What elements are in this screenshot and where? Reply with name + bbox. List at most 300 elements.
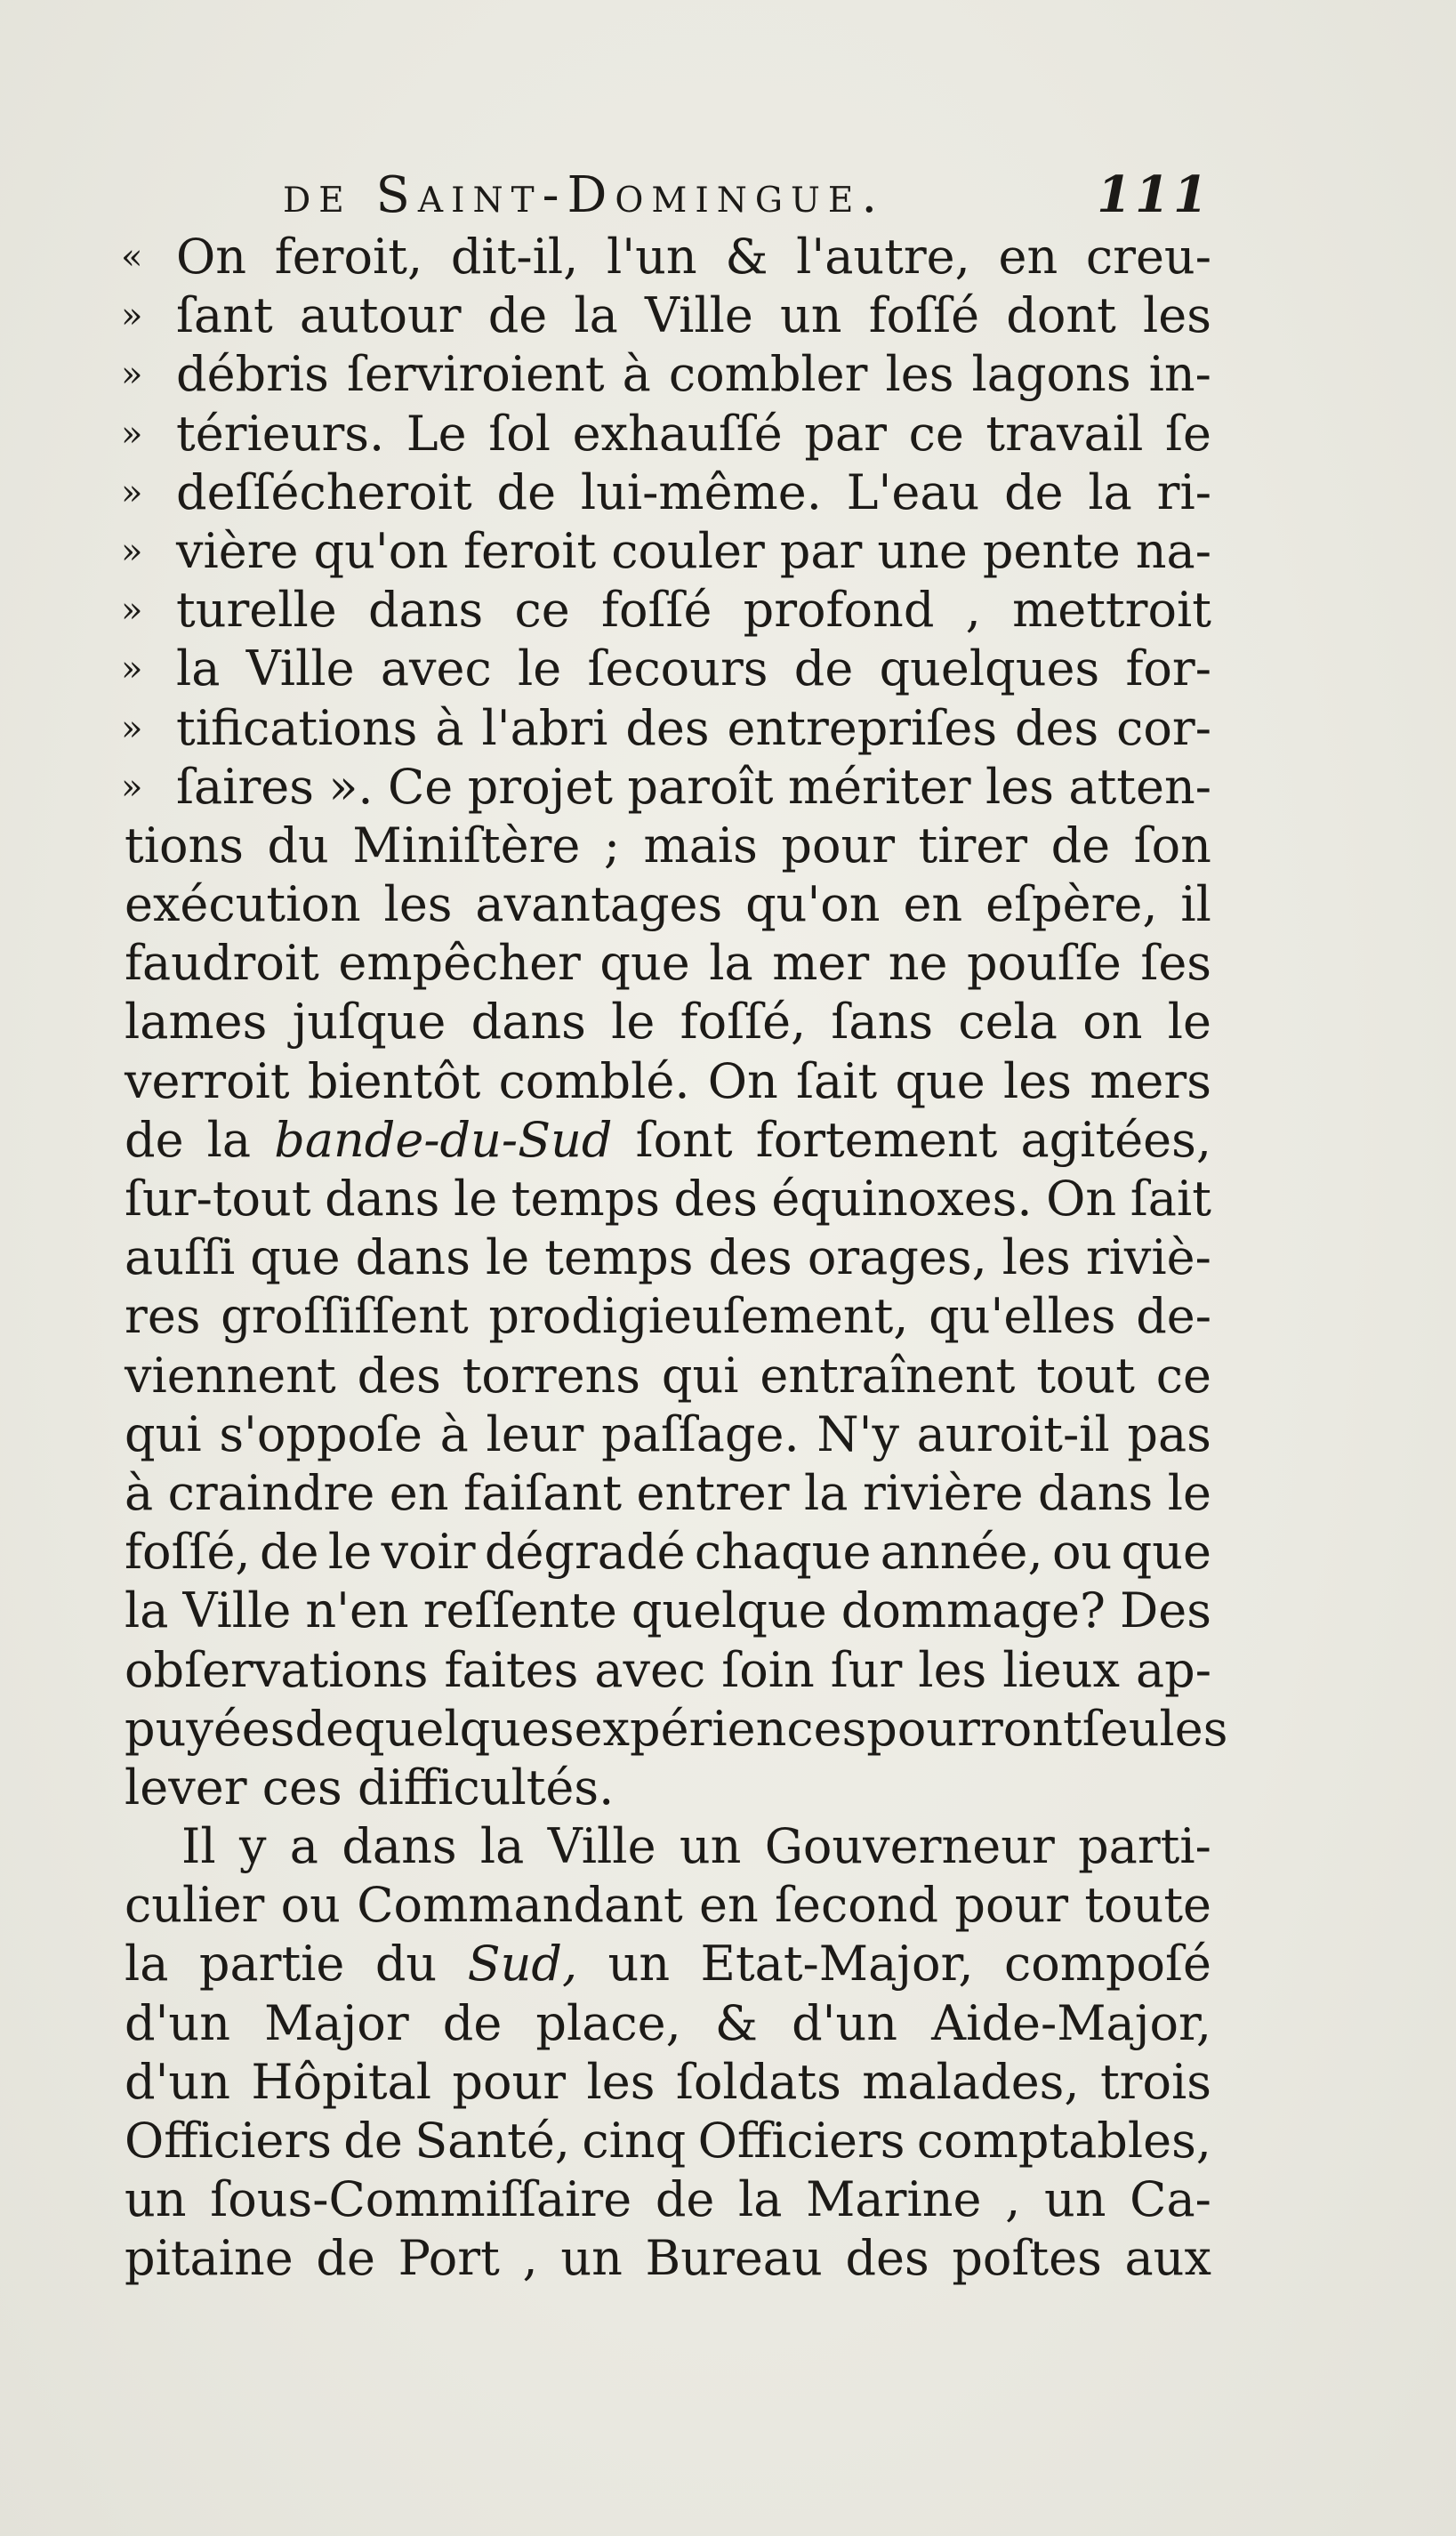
- word: quelques: [354, 1700, 575, 1757]
- text-line: [121, 581, 1211, 640]
- word: de: [496, 463, 557, 520]
- word: de: [259, 1524, 319, 1581]
- word: un: [679, 1818, 742, 1875]
- word: tirer: [918, 817, 1028, 874]
- word: vière: [176, 522, 299, 579]
- word: ce: [1155, 1347, 1211, 1404]
- text-line: [125, 817, 1211, 875]
- word: compoſé: [1004, 1936, 1211, 1993]
- word: des: [673, 1171, 758, 1227]
- text-line: [125, 1405, 1211, 1464]
- word: mers: [1090, 1052, 1211, 1109]
- word: un: [1043, 2171, 1106, 2228]
- word: on: [1082, 994, 1143, 1051]
- word: des: [708, 1229, 792, 1286]
- word: Ce: [387, 758, 454, 815]
- word: &: [714, 1994, 758, 2051]
- word: ;: [603, 817, 621, 874]
- text-line: [121, 405, 1211, 463]
- word: atten-: [1068, 758, 1211, 815]
- word: le: [518, 640, 562, 697]
- word: cor-: [1116, 699, 1211, 756]
- text-line: [125, 1817, 1211, 1876]
- word: dégradé: [484, 1524, 686, 1581]
- word: le: [1167, 1464, 1211, 1521]
- word: que: [599, 935, 690, 992]
- word: ſes: [1140, 935, 1211, 992]
- word: du: [374, 1936, 438, 1993]
- word: dit-il,: [450, 229, 579, 285]
- word: On: [176, 229, 247, 285]
- word: que: [1121, 1524, 1211, 1581]
- quote-mark: «: [121, 237, 143, 278]
- word: malades,: [862, 2053, 1080, 2110]
- word: foſſé,: [680, 994, 807, 1051]
- word: ou: [1051, 1524, 1113, 1581]
- word: un: [607, 1936, 671, 1993]
- quote-mark: »: [121, 707, 143, 749]
- word: les: [1003, 1052, 1072, 1109]
- word: dans: [471, 994, 586, 1051]
- word: ſait: [1130, 1171, 1211, 1227]
- word: pour: [452, 2053, 567, 2110]
- word: en: [698, 1877, 759, 1934]
- word: Etat-Major,: [700, 1936, 974, 1993]
- word: paſſage.: [601, 1405, 800, 1462]
- word: obſervations: [125, 1641, 429, 1698]
- word: ſeules: [1082, 1700, 1228, 1757]
- word: Il: [181, 1818, 216, 1875]
- word: les: [885, 346, 954, 403]
- word: On: [707, 1052, 778, 1109]
- word: entraînent: [760, 1347, 1016, 1404]
- word: Hôpital: [251, 2053, 431, 2110]
- word: temps: [511, 1171, 660, 1227]
- word: Major: [264, 1994, 409, 2051]
- word: de: [1004, 463, 1064, 520]
- word: ſoldats: [675, 2053, 841, 2110]
- word: ſe: [1164, 405, 1211, 462]
- text-line: [121, 286, 1211, 345]
- word: s'oppoſe: [219, 1405, 422, 1462]
- quote-mark: »: [121, 648, 143, 690]
- word: y: [238, 1818, 267, 1875]
- word: la: [125, 1936, 169, 1993]
- word: projet: [467, 758, 613, 815]
- word: aux: [1124, 2230, 1211, 2287]
- word: des: [625, 699, 710, 756]
- text-line: [125, 1111, 1211, 1170]
- word: de: [343, 2113, 403, 2169]
- word: faudroit: [125, 935, 319, 992]
- word: ſait: [796, 1052, 878, 1109]
- word: avec: [594, 1641, 706, 1698]
- word: tifications: [176, 699, 418, 756]
- word: par: [779, 522, 863, 579]
- text-line: [125, 1641, 1211, 1700]
- word: du: [267, 817, 329, 874]
- text-line: [125, 2112, 1211, 2170]
- word: verroit: [125, 1052, 290, 1109]
- word: temps: [544, 1229, 694, 1286]
- word: viennent: [125, 1347, 336, 1404]
- text-line: [125, 1935, 1211, 1993]
- word: fortement: [755, 1111, 998, 1168]
- word: empêcher: [338, 935, 581, 992]
- text-line: [125, 1523, 1211, 1582]
- word: Ca-: [1130, 2171, 1211, 2228]
- word: exhauſſé: [572, 405, 783, 462]
- word: expériences: [574, 1700, 867, 1757]
- word: ſaires: [176, 758, 314, 815]
- text-line: [121, 699, 1211, 758]
- word: exécution: [125, 876, 361, 933]
- word: la: [738, 2171, 783, 2228]
- word: la: [125, 1582, 169, 1639]
- word: la: [176, 640, 221, 697]
- word: Commandant: [357, 1877, 683, 1934]
- word: voir: [381, 1524, 476, 1581]
- quote-mark: »: [121, 590, 143, 632]
- word: auſſi: [125, 1229, 236, 1286]
- word: couler: [611, 522, 765, 579]
- word: n'en: [305, 1582, 409, 1639]
- word: Ville: [182, 1582, 292, 1639]
- word: le: [1167, 994, 1211, 1051]
- text-line: [121, 522, 1211, 581]
- word: la: [1088, 463, 1132, 520]
- word: d'un: [125, 2053, 230, 2110]
- word: mer: [772, 935, 870, 992]
- word: foſſé,: [125, 1524, 251, 1581]
- word: à: [435, 699, 464, 756]
- word: de: [655, 2171, 715, 2228]
- quote-mark: »: [121, 530, 143, 572]
- word: trois: [1099, 2053, 1211, 2110]
- word: des: [357, 1347, 441, 1404]
- text-line: [125, 1994, 1211, 2053]
- word: la: [574, 287, 618, 344]
- word: rivière: [862, 1464, 1024, 1521]
- word: pente: [982, 522, 1121, 579]
- word: l'autre,: [796, 229, 970, 285]
- text-line: [121, 640, 1211, 698]
- word: tions: [125, 817, 244, 874]
- word: de: [294, 1700, 355, 1757]
- word: ces: [261, 1759, 342, 1815]
- text-line: [125, 1700, 1228, 1759]
- word: de: [793, 640, 854, 697]
- word: d'un: [792, 1994, 898, 2051]
- word: il: [1180, 876, 1211, 933]
- quote-mark: »: [121, 354, 143, 396]
- word: les: [918, 1641, 987, 1698]
- word: reſſente: [422, 1582, 617, 1639]
- word: ſur-tout: [125, 1171, 311, 1227]
- text-line: [121, 758, 1211, 817]
- word: ſecond: [775, 1877, 939, 1934]
- word: Ville: [645, 287, 753, 344]
- word: année,: [880, 1524, 1043, 1581]
- word: entrer: [636, 1464, 790, 1521]
- word: for-: [1125, 640, 1211, 697]
- word: leur: [486, 1405, 584, 1462]
- word: bientôt: [307, 1052, 481, 1109]
- text-line: [125, 2170, 1211, 2229]
- word: mettroit: [1012, 582, 1211, 639]
- word: comblé.: [498, 1052, 690, 1109]
- text-line: [121, 463, 1211, 522]
- word: agitées,: [1020, 1111, 1211, 1168]
- text-line: [125, 1347, 1211, 1405]
- word: faiſant: [463, 1464, 623, 1521]
- word: dans: [355, 1229, 471, 1286]
- word: ſont: [635, 1111, 733, 1168]
- word: ne: [888, 935, 948, 992]
- word: les: [985, 758, 1054, 815]
- word: faites: [444, 1641, 579, 1698]
- word: feroit,: [274, 229, 423, 285]
- word: à: [439, 1405, 469, 1462]
- word: Santé,: [414, 2113, 570, 2169]
- word: l'un: [606, 229, 697, 285]
- word: turelle: [176, 582, 337, 639]
- word: puyées: [125, 1700, 295, 1757]
- word: à: [622, 346, 651, 403]
- word: le: [453, 1171, 498, 1227]
- word: le: [611, 994, 656, 1051]
- word: Gouverneur: [764, 1818, 1055, 1875]
- word: Bureau: [645, 2230, 823, 2287]
- word: a: [289, 1818, 318, 1875]
- word: équinoxes.: [771, 1171, 1033, 1227]
- word: profond: [743, 582, 935, 639]
- word: autour: [299, 287, 462, 344]
- running-header: [283, 165, 1211, 228]
- quote-mark: »: [121, 295, 143, 337]
- word: ap-: [1135, 1641, 1211, 1698]
- word: torrens: [462, 1347, 641, 1404]
- text-line: [125, 2229, 1211, 2288]
- word: mériter: [787, 758, 971, 815]
- word: bande-du-Sud: [274, 1111, 613, 1168]
- word: qu'elles: [929, 1288, 1116, 1345]
- word: lui-même.: [580, 463, 822, 520]
- word: un: [560, 2230, 623, 2287]
- word: prodigieuſement,: [488, 1288, 909, 1345]
- word: dommage?: [841, 1582, 1106, 1639]
- word: de: [316, 2230, 375, 2287]
- word: dans: [325, 1171, 440, 1227]
- word: chaque: [694, 1524, 872, 1581]
- word: ſans: [831, 994, 934, 1051]
- word: de: [125, 1111, 184, 1168]
- word: ce: [908, 405, 964, 462]
- quote-mark: »: [121, 413, 143, 455]
- word: juſque: [292, 994, 446, 1051]
- word: dans: [368, 582, 484, 639]
- word: de: [442, 1994, 503, 2051]
- quote-mark: »: [121, 471, 143, 513]
- word: auroit-il: [916, 1405, 1110, 1462]
- word: pouſſe: [967, 935, 1122, 992]
- word: pas: [1127, 1405, 1211, 1462]
- word: Miniſtère: [352, 817, 581, 874]
- word: foſſé: [600, 582, 712, 639]
- text-line: [125, 1759, 1211, 1817]
- word: Le: [406, 405, 467, 462]
- word: poſtes: [952, 2230, 1102, 2287]
- word: parti-: [1078, 1818, 1211, 1875]
- word: quelque: [631, 1582, 827, 1639]
- word: groſſiſſent: [221, 1288, 469, 1345]
- word: ,: [522, 2230, 538, 2287]
- word: paroît: [627, 758, 774, 815]
- word: lever: [125, 1759, 247, 1815]
- running-title: de Saint-Domingue.: [283, 166, 886, 224]
- word: Sud,: [467, 1936, 578, 1993]
- word: deſſécheroit: [176, 463, 472, 520]
- word: ſol: [488, 405, 551, 462]
- word: les: [586, 2053, 656, 2110]
- word: quelques: [879, 640, 1100, 697]
- word: ſecours: [587, 640, 768, 697]
- word: un: [125, 2171, 187, 2228]
- word: les: [1002, 1229, 1071, 1286]
- word: combler: [668, 346, 868, 403]
- word: lames: [125, 994, 268, 1051]
- word: que: [895, 1052, 985, 1109]
- word: les: [1142, 287, 1211, 344]
- word: qu'on: [313, 522, 448, 579]
- word: les: [383, 876, 453, 933]
- word: place,: [535, 1994, 681, 2051]
- page-number: 111: [1097, 165, 1211, 224]
- word: qui: [125, 1405, 202, 1462]
- word: comptables,: [916, 2113, 1211, 2169]
- word: culier: [125, 1877, 265, 1934]
- text-line: [125, 1228, 1211, 1287]
- word: in-: [1148, 346, 1211, 403]
- word: l'abri: [481, 699, 608, 756]
- word: Port: [398, 2230, 500, 2287]
- word: la: [709, 935, 753, 992]
- word: une: [877, 522, 968, 579]
- word: ſoin: [721, 1641, 815, 1698]
- word: partie: [198, 1936, 345, 1993]
- word: ſous-Commiſſaire: [210, 2171, 632, 2228]
- word: entrepriſes: [727, 699, 998, 756]
- word: ſur: [830, 1641, 903, 1698]
- word: avec: [380, 640, 492, 697]
- word: toute: [1084, 1877, 1211, 1934]
- word: Aide-Major,: [931, 1994, 1211, 2051]
- word: feroit: [463, 522, 597, 579]
- text-line: [121, 228, 1211, 286]
- word: Des: [1119, 1582, 1211, 1639]
- word: lieux: [1002, 1641, 1120, 1698]
- word: cinq: [582, 2113, 687, 2169]
- word: la: [804, 1464, 849, 1521]
- word: que: [250, 1229, 341, 1286]
- word: en: [998, 229, 1058, 285]
- word: L'eau: [846, 463, 980, 520]
- word: creu-: [1085, 229, 1211, 285]
- word: ſant: [176, 287, 273, 344]
- word: craindre: [167, 1464, 375, 1521]
- word: térieurs.: [176, 405, 385, 462]
- word: dans: [342, 1818, 457, 1875]
- word: en: [903, 876, 963, 933]
- word: orages,: [807, 1229, 987, 1286]
- word: Officiers: [697, 2113, 905, 2169]
- word: débris: [176, 346, 329, 403]
- word: On: [1046, 1171, 1117, 1227]
- text-line: [125, 993, 1211, 1051]
- word: eſpère,: [985, 876, 1158, 933]
- word: res: [125, 1288, 201, 1345]
- word: ri-: [1156, 463, 1211, 520]
- word: en: [389, 1464, 449, 1521]
- word: qui: [661, 1347, 739, 1404]
- word: Ville: [245, 640, 355, 697]
- text-line: [125, 1582, 1211, 1640]
- word: N'y: [816, 1405, 899, 1462]
- word: Officiers: [125, 2113, 332, 2169]
- body-text: [121, 228, 1228, 2289]
- word: avantages: [475, 876, 723, 933]
- word: mais: [643, 817, 758, 874]
- word: lagons: [971, 346, 1131, 403]
- word: de: [1050, 817, 1111, 874]
- word: ».: [328, 758, 374, 815]
- word: des: [845, 2230, 929, 2287]
- word: par: [804, 405, 887, 462]
- text-line: [125, 1052, 1211, 1111]
- text-line: [125, 875, 1211, 934]
- word: na-: [1135, 522, 1211, 579]
- word: des: [1014, 699, 1099, 756]
- word: ſerviroient: [346, 346, 605, 403]
- word: de-: [1136, 1288, 1211, 1345]
- text-line: [125, 2053, 1211, 2112]
- word: ou: [280, 1877, 341, 1934]
- text-line: [125, 1464, 1211, 1523]
- word: Marine: [806, 2171, 982, 2228]
- word: ,: [965, 582, 981, 639]
- word: le: [485, 1229, 530, 1286]
- word: ſon: [1133, 817, 1211, 874]
- word: foſſé: [868, 287, 980, 344]
- word: dont: [1006, 287, 1116, 344]
- word: ce: [514, 582, 570, 639]
- word: pour: [781, 817, 896, 874]
- word: difficultés.: [357, 1759, 615, 1815]
- text-line: [121, 345, 1211, 404]
- word: pitaine: [125, 2230, 294, 2287]
- word: travail: [985, 405, 1144, 462]
- text-line: [125, 1876, 1211, 1935]
- word: d'un: [125, 1994, 230, 2051]
- word: dans: [1037, 1464, 1154, 1521]
- word: Ville: [547, 1818, 656, 1875]
- word: de: [487, 287, 548, 344]
- word: ,: [1005, 2171, 1021, 2228]
- text-line: [125, 1170, 1211, 1228]
- word: à: [125, 1464, 154, 1521]
- word: riviè-: [1085, 1229, 1211, 1286]
- word: le: [327, 1524, 373, 1581]
